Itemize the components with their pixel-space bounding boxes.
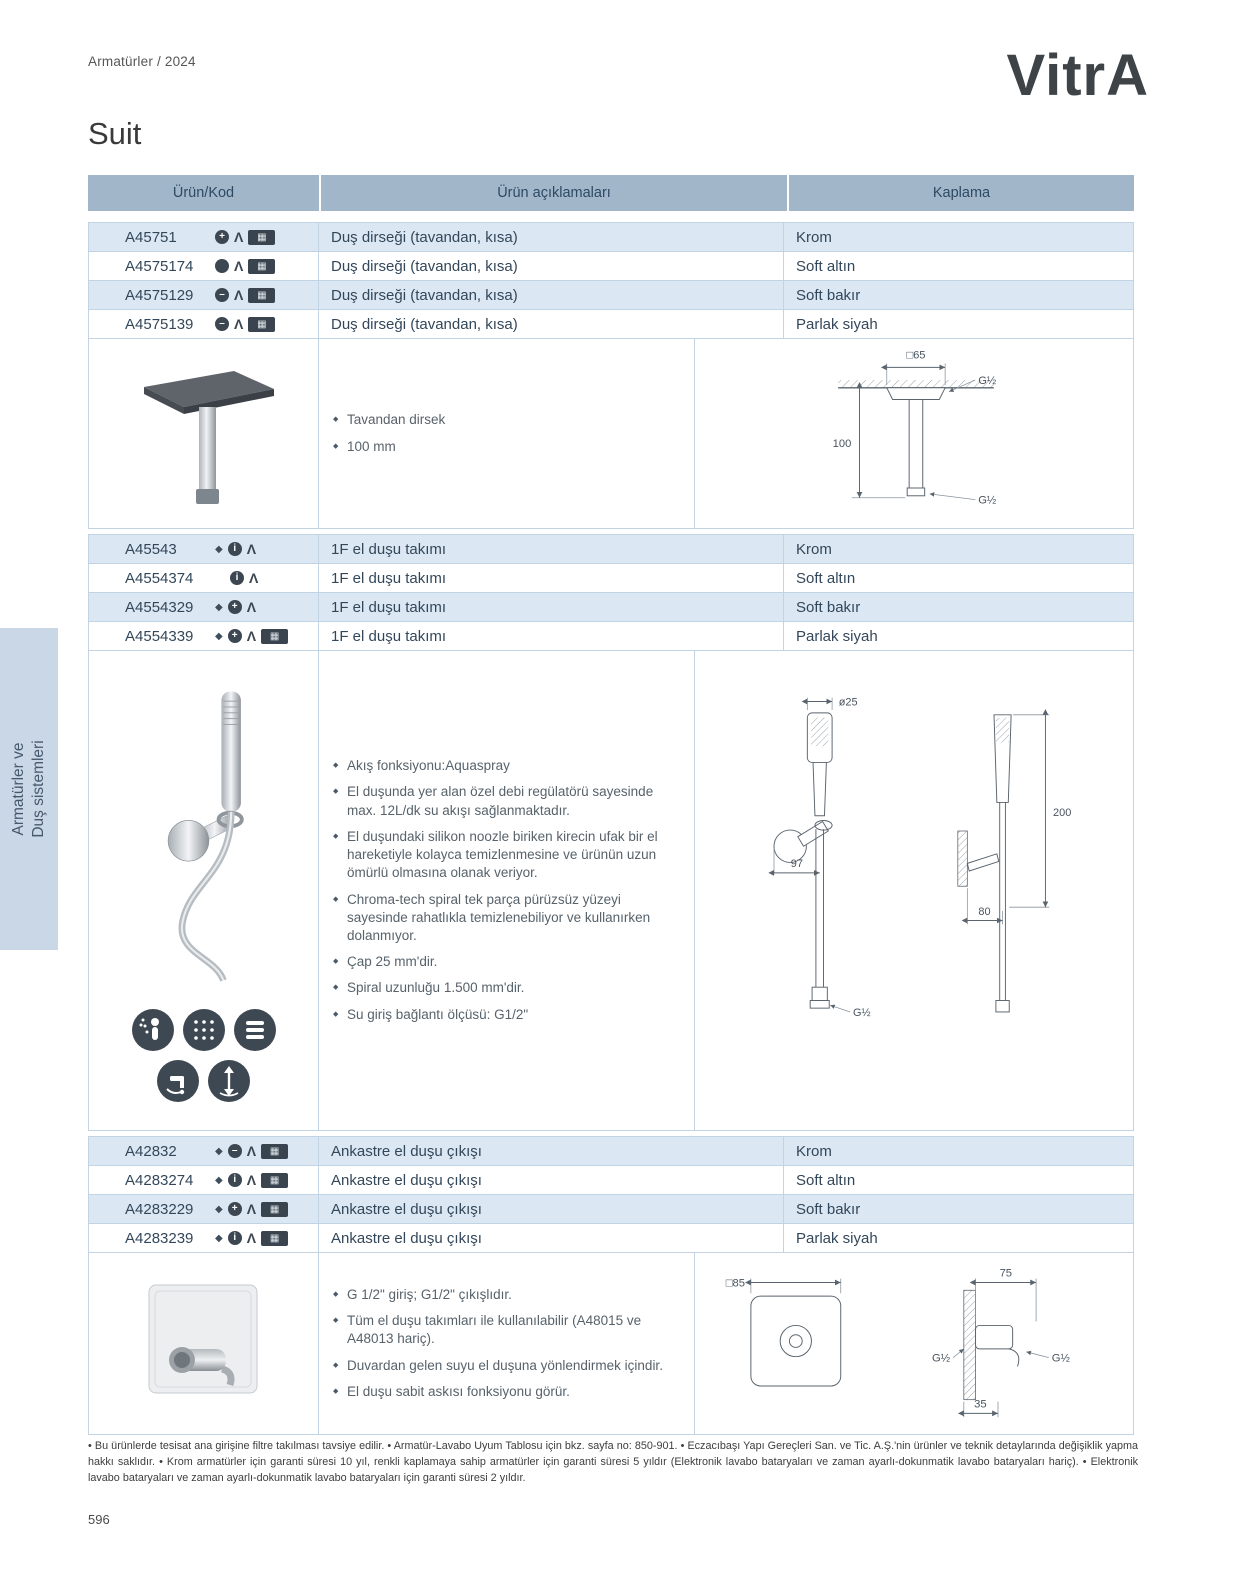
table-row bbox=[89, 1224, 1133, 1253]
lambda-icon: Λ bbox=[246, 628, 257, 644]
product-code: A4283274 bbox=[125, 1171, 194, 1189]
product-code-cell bbox=[89, 535, 319, 563]
product-finish: Soft bakır bbox=[796, 286, 861, 304]
vitra-logo: VitrA bbox=[1006, 43, 1149, 108]
product-code: A4554339 bbox=[125, 627, 194, 645]
lambda-icon: Λ bbox=[246, 541, 257, 557]
hand-shower-photo bbox=[104, 674, 304, 994]
diamond-icon: ◆ bbox=[215, 1174, 223, 1186]
svg-text:G½: G½ bbox=[932, 1352, 951, 1365]
nozzle-badge-icon bbox=[182, 1008, 226, 1052]
diamond-icon: ◆ bbox=[215, 1145, 223, 1157]
feature-bullet: ◆ Spiral uzunluğu 1.500 mm'dir. bbox=[333, 979, 678, 997]
product-finish: Parlak siyah bbox=[796, 315, 878, 333]
svg-text:□65: □65 bbox=[906, 349, 926, 362]
product-finish: Parlak siyah bbox=[796, 627, 878, 645]
diamond-icon: ◆ bbox=[215, 601, 223, 613]
detail-section-hand-shower bbox=[88, 651, 1134, 1131]
page-number: 596 bbox=[88, 1512, 110, 1527]
pkg-icon: ▦ bbox=[248, 317, 275, 332]
product-description: Ankastre el duşu çıkışı bbox=[319, 1137, 784, 1165]
feature-bullet: ◆ Akış fonksiyonu:Aquaspray bbox=[333, 757, 678, 775]
lambda-icon: Λ bbox=[234, 287, 244, 303]
plus-icon: + bbox=[228, 629, 242, 643]
info-icon: i bbox=[230, 571, 244, 585]
table-row bbox=[89, 1195, 1133, 1224]
feature-list bbox=[333, 403, 678, 463]
table-row bbox=[89, 622, 1133, 651]
product-description: Ankastre el duşu çıkışı bbox=[319, 1166, 784, 1194]
plus-icon: + bbox=[228, 1202, 242, 1216]
product-finish: Krom bbox=[796, 540, 832, 558]
detail-section-wall-outlet bbox=[88, 1253, 1134, 1435]
product-photo-wall-outlet bbox=[89, 1253, 319, 1434]
product-description: Duş dirseği (tavandan, kısa) bbox=[319, 223, 784, 251]
pkg-icon: ▦ bbox=[261, 1173, 288, 1188]
feature-bullet: ◆ Duvardan gelen suyu el duşuna yönlendirmek içindir. bbox=[333, 1357, 678, 1375]
svg-text:97: 97 bbox=[790, 857, 803, 870]
lambda-icon: Λ bbox=[246, 599, 257, 615]
product-code-cell bbox=[89, 564, 319, 592]
lambda-icon: Λ bbox=[246, 1230, 257, 1246]
product-code: A4283239 bbox=[125, 1229, 194, 1247]
page-title: Suit bbox=[88, 116, 142, 151]
product-finish: Krom bbox=[796, 1142, 832, 1160]
product-code: A45543 bbox=[125, 540, 177, 558]
product-description: 1F el duşu takımı bbox=[319, 564, 784, 592]
lambda-icon: Λ bbox=[234, 258, 244, 274]
product-description: Ankastre el duşu çıkışı bbox=[319, 1224, 784, 1252]
product-code-cell bbox=[89, 1224, 319, 1252]
detail-text-wall-outlet bbox=[319, 1253, 695, 1434]
pkg-icon: ▦ bbox=[261, 1202, 288, 1217]
adjustable-badge-icon bbox=[207, 1059, 251, 1103]
table-row bbox=[89, 535, 1133, 564]
product-finish: Soft altın bbox=[796, 257, 856, 275]
minus-icon: – bbox=[215, 317, 229, 331]
diamond-icon: ◆ bbox=[215, 1232, 223, 1244]
dimension-drawing bbox=[704, 1259, 1124, 1429]
product-code-cell bbox=[89, 310, 319, 338]
svg-text:200: 200 bbox=[1053, 806, 1072, 819]
product-finish: Soft bakır bbox=[796, 1200, 861, 1218]
product-code-cell bbox=[89, 1137, 319, 1165]
table-row bbox=[89, 593, 1133, 622]
svg-text:G½: G½ bbox=[853, 1006, 871, 1019]
product-finish: Soft bakır bbox=[796, 598, 861, 616]
product-finish: Soft altın bbox=[796, 569, 856, 587]
product-finish: Parlak siyah bbox=[796, 1229, 878, 1247]
feature-bullet: ◆ Tavandan dirsek bbox=[333, 411, 678, 429]
blank-icon bbox=[215, 573, 225, 583]
table-row bbox=[89, 310, 1133, 339]
diamond-icon: ◆ bbox=[215, 630, 223, 642]
info-icon: i bbox=[228, 1173, 242, 1187]
product-finish: Krom bbox=[796, 228, 832, 246]
minus-icon: – bbox=[215, 288, 229, 302]
product-code: A4575139 bbox=[125, 315, 194, 333]
table-header bbox=[88, 175, 1134, 211]
detail-section-shower-arm bbox=[88, 339, 1134, 529]
layers-badge-icon bbox=[233, 1008, 277, 1052]
table-row bbox=[89, 281, 1133, 310]
product-table bbox=[88, 175, 1134, 1435]
svg-text:80: 80 bbox=[978, 905, 991, 918]
technical-drawing-wall-outlet bbox=[695, 1253, 1133, 1434]
feature-bullet: ◆ Chroma-tech spiral tek parça pürüzsüz yüzeyi sayesinde rahatlıkla temizlenebiliyor ve kullanırken dolanmıyor. bbox=[333, 891, 678, 946]
product-code: A4575174 bbox=[125, 257, 194, 275]
column-header-code: Ürün/Kod bbox=[88, 175, 319, 211]
minus-icon: – bbox=[228, 1144, 242, 1158]
product-code: A4554329 bbox=[125, 598, 194, 616]
lambda-icon: Λ bbox=[246, 1143, 257, 1159]
feature-bullet: ◆ El duşu sabit askısı fonksiyonu görür. bbox=[333, 1383, 678, 1401]
diamond-icon: ◆ bbox=[215, 1203, 223, 1215]
product-code: A4554374 bbox=[125, 569, 194, 587]
product-code-cell bbox=[89, 1195, 319, 1223]
feature-bullet: ◆ Su giriş bağlantı ölçüsü: G1/2" bbox=[333, 1006, 678, 1024]
sidebar-category-tab bbox=[0, 628, 58, 950]
shower-arm-photo bbox=[114, 349, 294, 519]
feature-badges bbox=[124, 1008, 284, 1103]
svg-text:G½: G½ bbox=[978, 494, 997, 507]
feature-list bbox=[333, 749, 678, 1032]
svg-text:□85: □85 bbox=[725, 1276, 746, 1289]
feature-bullet: ◆ 100 mm bbox=[333, 438, 678, 456]
pkg-icon: ▦ bbox=[261, 629, 288, 644]
product-code-cell bbox=[89, 1166, 319, 1194]
product-description: 1F el duşu takımı bbox=[319, 593, 784, 621]
catalog-label: Armatürler / 2024 bbox=[88, 54, 196, 69]
product-code-cell bbox=[89, 223, 319, 251]
sidebar-category-label bbox=[9, 639, 49, 939]
svg-text:G½: G½ bbox=[978, 374, 997, 387]
table-row bbox=[89, 252, 1133, 281]
product-code-cell bbox=[89, 622, 319, 650]
sidebar-line-1: Armatürler ve bbox=[9, 742, 27, 836]
plus-icon: + bbox=[215, 230, 229, 244]
plus-icon: + bbox=[228, 600, 242, 614]
easy-clean-badge-icon bbox=[156, 1059, 200, 1103]
product-code: A42832 bbox=[125, 1142, 177, 1160]
column-header-finish: Kaplama bbox=[789, 175, 1134, 211]
feature-bullet: ◆ G 1/2" giriş; G1/2" çıkışlıdır. bbox=[333, 1286, 678, 1304]
svg-text:35: 35 bbox=[974, 1397, 987, 1410]
svg-text:ø25: ø25 bbox=[838, 695, 858, 708]
product-photo-shower-arm bbox=[89, 339, 319, 528]
product-code-cell bbox=[89, 281, 319, 309]
lambda-icon: Λ bbox=[234, 316, 244, 332]
feature-bullet: ◆ El duşunda yer alan özel debi regülatörü sayesinde max. 12L/dk su akışı sağlanmaktadır. bbox=[333, 783, 678, 819]
table-row bbox=[89, 223, 1133, 252]
lambda-icon: Λ bbox=[246, 1201, 257, 1217]
lambda-icon: Λ bbox=[246, 1172, 257, 1188]
svg-text:G½: G½ bbox=[1051, 1352, 1070, 1365]
product-description: Duş dirseği (tavandan, kısa) bbox=[319, 310, 784, 338]
feature-bullet: ◆ El duşundaki silikon noozle biriken kirecin ufak bir el hareketiyle kolayca temizlenmesine ve ürünün uzun ömürlü olmasına olanak veriyor. bbox=[333, 828, 678, 883]
pkg-icon: ▦ bbox=[248, 259, 275, 274]
sidebar-line-2: Duş sistemleri bbox=[30, 740, 47, 838]
table-row bbox=[89, 564, 1133, 593]
product-photo-hand-shower bbox=[89, 651, 319, 1130]
product-description: 1F el duşu takımı bbox=[319, 535, 784, 563]
detail-text-hand-shower bbox=[319, 651, 695, 1130]
feature-bullet: ◆ Tüm el duşu takımları ile kullanılabilir (A48015 ve A48013 hariç). bbox=[333, 1312, 678, 1348]
diamond-icon: ◆ bbox=[215, 543, 223, 555]
product-finish: Soft altın bbox=[796, 1171, 856, 1189]
product-group-1-rows bbox=[88, 222, 1134, 339]
feature-bullet: ◆ Çap 25 mm'dir. bbox=[333, 953, 678, 971]
table-row bbox=[89, 1166, 1133, 1195]
info-icon: i bbox=[228, 542, 242, 556]
product-description: Duş dirseği (tavandan, kısa) bbox=[319, 281, 784, 309]
pkg-icon: ▦ bbox=[261, 1231, 288, 1246]
product-code: A45751 bbox=[125, 228, 177, 246]
product-code: A4283229 bbox=[125, 1200, 194, 1218]
product-description: 1F el duşu takımı bbox=[319, 622, 784, 650]
dot-icon bbox=[215, 259, 229, 273]
dimension-drawing bbox=[714, 681, 1114, 1101]
svg-text:100: 100 bbox=[832, 437, 852, 450]
lambda-icon: Λ bbox=[249, 570, 259, 586]
aquaspray-badge-icon bbox=[131, 1008, 175, 1052]
pkg-icon: ▦ bbox=[261, 1144, 288, 1159]
wall-outlet-photo bbox=[124, 1271, 284, 1416]
product-code-cell bbox=[89, 593, 319, 621]
feature-list bbox=[333, 1278, 678, 1409]
pkg-icon: ▦ bbox=[248, 288, 275, 303]
product-group-2-rows bbox=[88, 534, 1134, 651]
svg-text:75: 75 bbox=[999, 1267, 1013, 1280]
dimension-drawing bbox=[774, 344, 1054, 524]
product-code: A4575129 bbox=[125, 286, 194, 304]
product-code-cell bbox=[89, 252, 319, 280]
footer-notes: • Bu ürünlerde tesisat ana girişine filtre takılması tavsiye edilir. • Armatür-Lavabo Uyum Tablosu için bkz. sayfa no: 850-901. • Eczacıbaşı Yapı Gereçleri San. ve Tic. A.Ş.'nin ürünler ve teknik detaylarında değişiklik yapma hakkı saklıdır. • Krom armatürler için garanti süresi 10 yıl, renkli kaplamaya sahip armatürler için garanti süresi 5 yıldır (Elektronik lavabo bataryaları ve zaman ayarlı-dokunmatik lavabo bataryaları hariç). • Elektronik lavabo bataryaları ve zaman ayarlı-dokunmatik lavabo bataryaları için garanti süresi 2 yıldır. bbox=[88, 1440, 1138, 1485]
product-description: Ankastre el duşu çıkışı bbox=[319, 1195, 784, 1223]
table-row bbox=[89, 1137, 1133, 1166]
info-icon: i bbox=[228, 1231, 242, 1245]
product-description: Duş dirseği (tavandan, kısa) bbox=[319, 252, 784, 280]
product-group-3-rows bbox=[88, 1136, 1134, 1253]
column-header-description: Ürün açıklamaları bbox=[321, 175, 787, 211]
pkg-icon: ▦ bbox=[248, 230, 275, 245]
technical-drawing-shower-arm bbox=[695, 339, 1133, 528]
detail-text-shower-arm bbox=[319, 339, 695, 528]
lambda-icon: Λ bbox=[234, 229, 244, 245]
technical-drawing-hand-shower bbox=[695, 651, 1133, 1130]
